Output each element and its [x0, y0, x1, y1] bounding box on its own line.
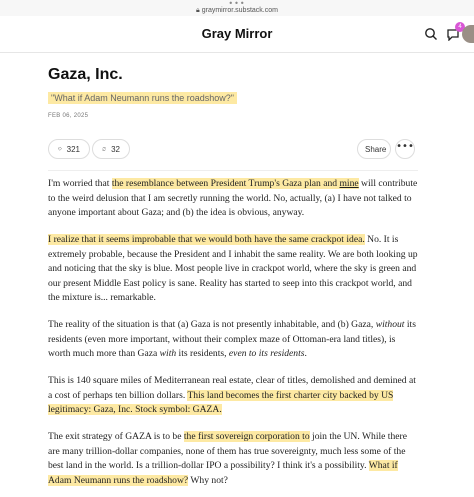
heart-icon: [58, 144, 62, 154]
lock-icon: 🔒︎: [196, 7, 200, 14]
paragraph-5: The exit strategy of GAZA is to be the first sovereign corporation to join the UN. While there are many trillion-dollar companies, none of them has true sovereignty, much less some of the best land in the world. Is a trillion-dollar IPO a possibility? I think it's a possibility. What if Adam Neumann runs the roadshow? Why not?: [48, 431, 407, 486]
notifications-button[interactable]: [446, 24, 462, 41]
address-bar[interactable]: [0, 7, 474, 15]
search-icon[interactable]: [424, 27, 438, 41]
divider: [48, 170, 418, 171]
paragraph-4: This is 140 square miles of Mediterranean real estate, clear of titles, demolished and demined at a cost of perhaps ten billion dollars. This land becomes the first charter city backed by US legitimacy: Gaza, Inc. Stock symbol: GAZA.: [48, 375, 416, 416]
share-button[interactable]: [357, 139, 391, 159]
restack-button[interactable]: [92, 139, 130, 159]
paragraph-1: I'm worried that the resemblance between President Trump's Gaza plan and mine will contribute to the weird delusion that I am secretly running the world. No, actually, (a) I have not talked to anyone important about Gaza; and (b) the idea is obvious, anyway.: [48, 178, 418, 219]
restack-count: 32: [111, 144, 120, 154]
publication-title[interactable]: Gray Mirror: [201, 26, 273, 41]
browser-menu-dots[interactable]: •••: [228, 0, 246, 8]
paragraph-2: I realize that it seems improbable that we would both have the same crackpot idea. No. It is extremely probable, because the President and I inhabit the same reality. We are both looking up and noticing that the sky is blue. Most people live in crackpot world, where the sky is green and our present Middle East policy is sane. Reality has started to seep into this crackpot world, and the mixture is... remarkable.: [48, 234, 418, 304]
restack-icon: [102, 144, 106, 154]
like-button[interactable]: [48, 139, 90, 159]
avatar[interactable]: [462, 25, 474, 43]
browser-bar: [0, 0, 474, 16]
article-title: Gaza, Inc.: [48, 66, 123, 83]
url-text: graymirror.substack.com: [201, 7, 278, 14]
publish-date: FEB 06, 2025: [48, 113, 89, 119]
site-header: [0, 16, 474, 53]
more-options-button[interactable]: •••: [395, 139, 415, 159]
paragraph-3: The reality of the situation is that (a) Gaza is not presently inhabitable, and (b) Gaza, without its residents (even more important, without their complex maze of Ottoman-era land titles), is worth much more than Gaza with its residents, even to its residents.: [48, 319, 416, 360]
article-subtitle: "What if Adam Neumann runs the roadshow?": [48, 92, 237, 104]
mine-link[interactable]: mine: [339, 178, 359, 189]
like-count: 321: [66, 144, 80, 154]
share-label: Share: [365, 144, 387, 154]
notification-badge: 4: [455, 22, 465, 32]
